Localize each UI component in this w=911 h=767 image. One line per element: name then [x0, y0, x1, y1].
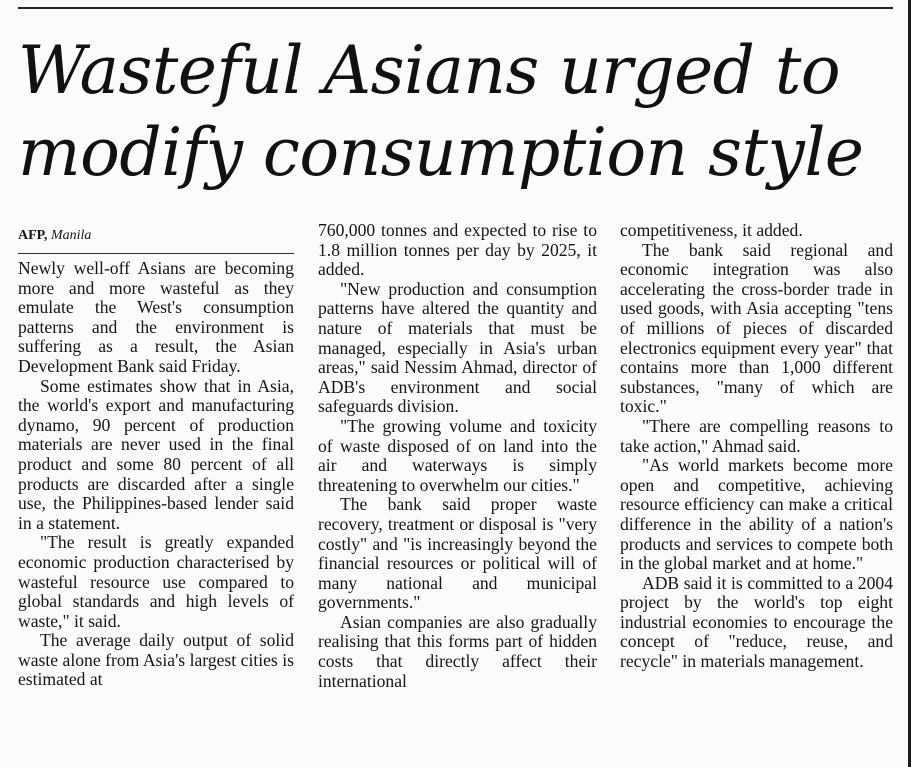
paragraph: "There are compelling reasons to take action," Ahmad said.	[620, 415, 893, 456]
article-column-2	[318, 221, 597, 691]
headline-line-2: modify consumption style	[18, 114, 864, 191]
headline-line-1: Wasteful Asians urged to	[18, 32, 841, 109]
paragraph: "The growing volume and toxicity of waste disposed of on land into the air and waterways is simply threatening to overwhelm our cities."	[318, 415, 597, 495]
paragraph: "New production and consumption patterns have altered the quantity and nature of materials that must be managed, especially in Asia's urban areas," said Nessim Ahmad, director of ADB's environment and social safeguards division.	[318, 278, 597, 417]
dateline-agency: AFP,	[18, 228, 48, 243]
dateline-city: Manila	[50, 228, 92, 243]
paragraph: 760,000 tonnes and expected to rise to 1.8 million tonnes per day by 2025, it added.	[318, 220, 597, 280]
paragraph: The bank said proper waste recovery, treatment or disposal is "very costly" and "is increasingly beyond the financial resources or political will of many national and municipal governments."	[318, 494, 597, 613]
article-column-3	[620, 221, 893, 672]
paragraph: "As world markets become more open and competitive, achieving resource efficiency can make a critical difference in the ability of a nation's products and services to compete both in the global market and at home."	[620, 455, 893, 574]
top-rule	[18, 7, 893, 9]
paragraph: "The result is greatly expanded economic production characterised by wasteful resource use compared to global standards and high levels of waste," it said.	[18, 532, 294, 631]
dateline	[18, 227, 294, 254]
article-column-1	[18, 227, 294, 690]
paragraph: competitiveness, it added.	[620, 220, 803, 240]
paragraph: Some estimates show that in Asia, the world's export and manufacturing dynamo, 90 percent of production materials are never used in the final product and some 80 percent of all products are discarded after a single use, the Philippines-based lender said in a statement.	[18, 375, 294, 533]
paragraph: The bank said regional and economic integration was also accelerating the cross-border trade in used goods, with Asia accepting "tens of millions of pieces of discarded electronics equipment every year" that contains more than 1,000 different substances, "many of which are toxic."	[620, 239, 893, 417]
paragraph: The average daily output of solid waste alone from Asia's largest cities is estimated at	[18, 630, 294, 690]
paragraph: ADB said it is committed to a 2004 project by the world's top eight industrial economies to encourage the concept of "reduce, reuse, and recycle" in materials management.	[620, 572, 893, 672]
paragraph: Asian companies are also gradually realising that this forms part of hidden costs that directly affect their international	[318, 611, 597, 691]
headline	[18, 30, 898, 194]
paragraph: Newly well-off Asians are becoming more and more wasteful as they emulate the West's consumption patterns and the environment is suffering as a result, the Asian Development Bank said Friday.	[18, 258, 294, 376]
